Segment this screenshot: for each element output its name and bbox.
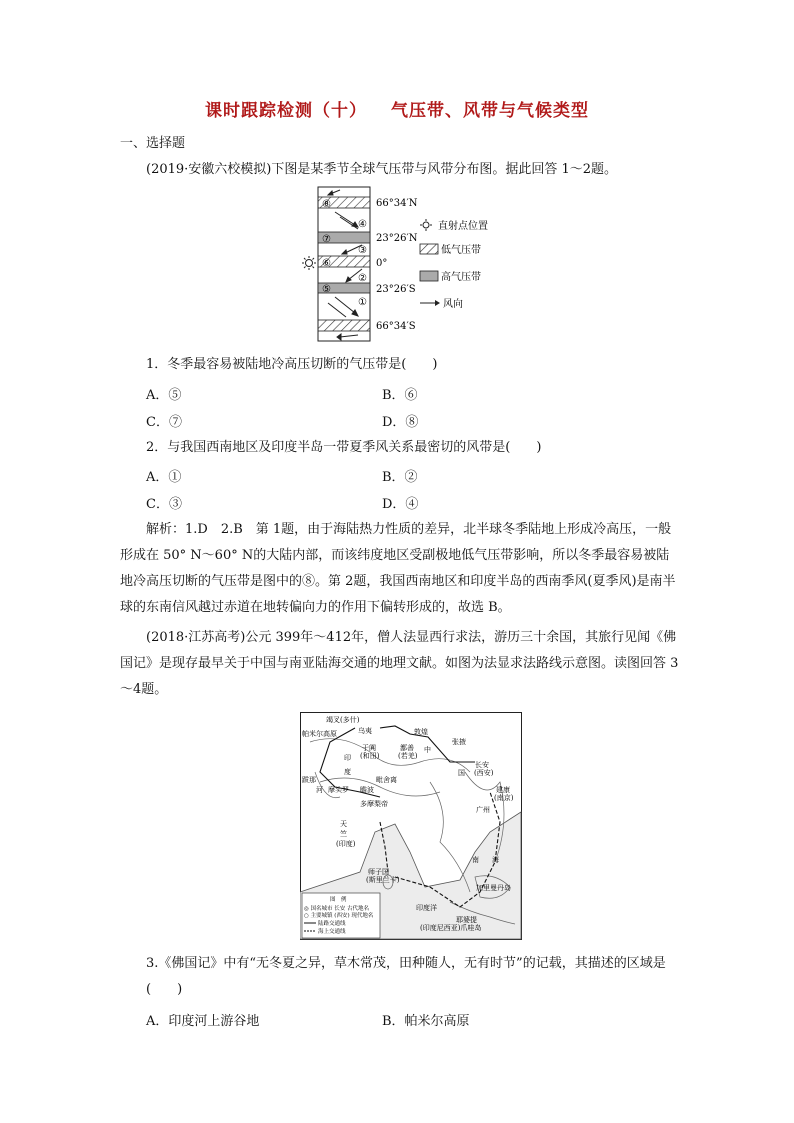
map-label-du: 度: [344, 768, 351, 776]
map-label-dunhuang: 敦煌: [414, 728, 428, 736]
q2-option-b: B．②: [382, 470, 418, 485]
map-label-hai: 海: [492, 856, 499, 864]
q2-option-d: D．④: [382, 497, 419, 512]
belt-label-5: ⑤: [322, 284, 331, 295]
q2-option-a: A．①: [146, 470, 182, 485]
sun-icon: [302, 256, 316, 270]
map-legend-item-2: ○ 主要城镇 (西安) 现代地名: [304, 913, 374, 919]
map-label-duomolidi: 多摩梨帝: [360, 800, 388, 808]
q1-option-c: C．⑦: [146, 415, 182, 430]
map-label-wuyi: 乌夷: [358, 727, 372, 735]
map-label-zhanbo: 瞻波: [360, 786, 374, 794]
map-label-ruoqiang: (若羌): [398, 752, 418, 760]
question-2-stem: 2．与我国西南地区及印度半岛一带夏季风关系最密切的风带是( ): [146, 440, 542, 455]
map-label-nan: 南: [472, 856, 479, 864]
map-label-jiecha: 竭叉(多什): [326, 716, 360, 724]
legend-wind-label: 风向: [443, 299, 463, 310]
belt-label-7: ⑦: [322, 234, 331, 245]
legend-high-label: 高气压带: [441, 272, 481, 283]
map-legend-item-4: 海上交通线: [318, 929, 346, 935]
map-label-java: (印度尼西亚)爪哇岛: [420, 924, 482, 932]
q3-option-b: B．帕米尔高原: [382, 1014, 470, 1029]
map-legend-item-1: ◎ 国名城市 长安 古代地名: [304, 906, 370, 912]
map-label-pamir: 帕米尔高原: [302, 730, 337, 738]
lat-label-2326s: 23°26′S: [376, 284, 416, 295]
map-label-hetian: (和田): [360, 752, 380, 760]
belt-label-6: ⑥: [322, 258, 331, 269]
map-label-xian: (西安): [474, 769, 494, 777]
question-1-stem: 1．冬季最容易被陆地冷高压切断的气压带是( ): [146, 357, 438, 372]
q1-option-d: D．⑧: [382, 415, 419, 430]
q3-option-a: A．印度河上游谷地: [146, 1014, 260, 1029]
page-title: 课时跟踪检测（十） 气压带、风带与气候类型: [205, 101, 589, 121]
map-label-pisheli: 毗舍离: [376, 776, 397, 784]
intro-text-1: (2019·安徽六校模拟)下图是某季节全球气压带与风带分布图。据此回答 1～2题。: [146, 162, 618, 177]
belt-label-8: ⑧: [322, 199, 331, 210]
map-label-yepoti: 耶婆提: [456, 916, 477, 924]
map-label-guangzhou: 广州: [476, 806, 490, 814]
wind-label-3: ③: [358, 245, 367, 256]
q1-option-b: B．⑥: [382, 388, 418, 403]
lat-label-2326n: 23°26′N: [376, 233, 418, 244]
question-3-stem: 3.《佛国记》中有“无冬夏之异，草木常茂，田种随人，无有时节”的记载，其描述的区域是( ): [146, 956, 666, 997]
map-label-shanshan: 鄯善: [400, 744, 414, 752]
section-heading: 一、选择题: [120, 136, 186, 151]
map-label-yutian: 于阗: [362, 744, 376, 752]
wind-label-1: ①: [358, 297, 367, 308]
map-label-zhangye: 张掖: [452, 738, 466, 746]
map-label-tian: 天: [340, 820, 347, 828]
belt-low-south: [318, 320, 370, 331]
q2-option-c: C．③: [146, 497, 182, 512]
map-label-changan: 长安: [475, 761, 489, 769]
legend-low-label: 低气压带: [441, 245, 481, 256]
map-label-motouluo: 摩头罗: [328, 786, 349, 794]
map-label-yin: 印: [344, 754, 351, 762]
legend-low-swatch: [420, 244, 438, 254]
map-label-zhong: 中: [424, 746, 431, 754]
wind-label-4: ④: [358, 219, 367, 230]
map-label-bana: 跋那: [302, 776, 316, 784]
legend-sun-icon: [420, 219, 432, 231]
map-label-jiankang: 建康: [496, 786, 510, 794]
map-label-zhu: 竺: [340, 830, 347, 838]
pressure-belt-diagram: [300, 185, 525, 345]
map-label-indian-ocean: 印度洋: [416, 904, 437, 912]
map-legend-title: 图 例: [330, 897, 347, 903]
lat-label-6634n: 66°34′N: [376, 198, 418, 209]
map-label-shiziguo: 师子国: [368, 868, 389, 876]
map-legend-item-3: 陆路交通线: [318, 921, 346, 927]
q1-option-a: A．⑤: [146, 388, 182, 403]
faxian-route-map: [300, 712, 522, 940]
legend-sun-label: 直射点位置: [438, 221, 488, 232]
map-label-kalimantan: 加里曼丹岛: [476, 884, 511, 892]
map-label-guo: 国: [458, 769, 465, 777]
map-label-india: (印度): [336, 840, 356, 848]
map-label-srilanka: (斯里兰卡): [366, 876, 400, 884]
map-label-he: 河: [316, 786, 323, 794]
analysis-paragraph: 解析：1.D 2.B 第 1题，由于海陆热力性质的差异，北半球冬季陆地上形成冷高压，一般形成在 50° N～60° N的大陆内部，而该纬度地区受副极地低气压带影响，所以冬季最容易被陆地冷高压切断的气压带是图中的⑧。第 2题，我国西南地区和印度半岛的西南季风(夏季风)是南半球的东南信风越过赤道在地转偏向力的作用下偏转形成的，故选 B。: [120, 522, 676, 615]
intro-text-2: (2018·江苏高考)公元 399年～412年，僧人法显西行求法，游历三十余国，其旅行见闻《佛国记》是现存最早关于中国与南亚陆海交通的地理文献。如图为法显求法路线示意图。读图回答 3～4题。: [120, 630, 679, 697]
map-label-nanjing: (南京): [494, 794, 514, 802]
lat-label-6634s: 66°34′S: [376, 321, 416, 332]
wind-label-2: ②: [358, 273, 367, 284]
legend-high-swatch: [420, 271, 438, 281]
lat-label-0: 0°: [376, 258, 388, 269]
